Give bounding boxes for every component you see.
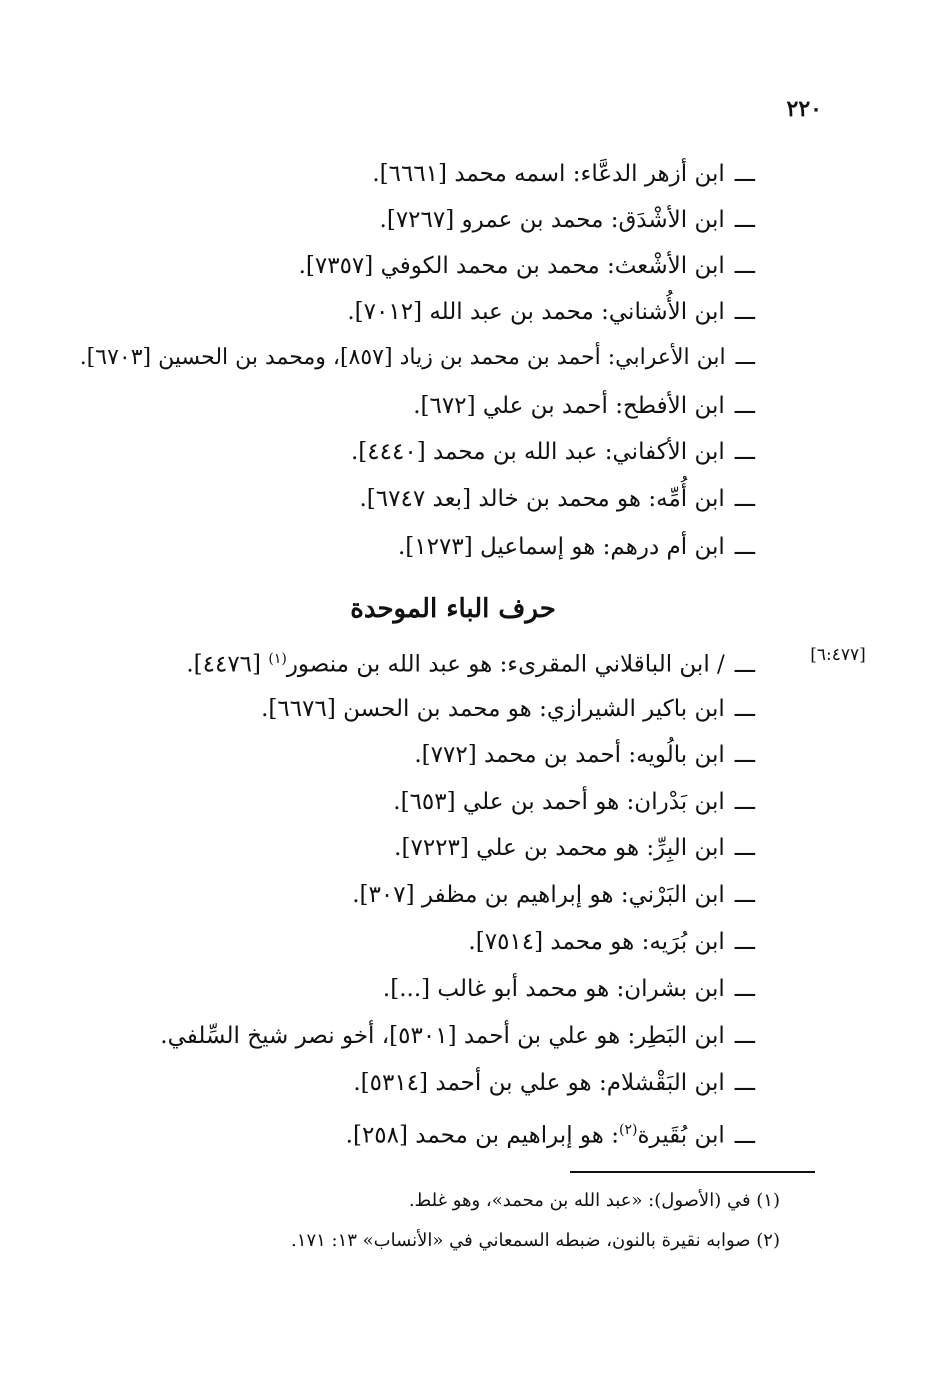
entry-dash: ـــ <box>734 696 755 722</box>
index-entry <box>60 437 755 467</box>
index-entry <box>60 532 755 562</box>
entry-text: ابن البَرْني: هو إبراهيم بن مظفر [٣٠٧]. <box>352 882 725 908</box>
entry-dash: ـــ <box>734 835 755 861</box>
entry-text: ابن الأُشناني: محمد بن عبد الله [٧٠١٢]. <box>347 299 725 325</box>
entry-dash: ـــ <box>734 976 755 1002</box>
entry-text: ابن البَطِر: هو علي بن أحمد [٥٣٠١]، أخو نصر شيخ السِّلفي. <box>160 1023 725 1049</box>
entry-dash: ـــ <box>734 299 755 325</box>
entry-text: ابن بُرَيه: هو محمد [٧٥١٤]. <box>468 929 725 955</box>
index-entry <box>60 644 755 680</box>
footnote-marker: (٢) <box>618 1122 638 1138</box>
entry-text-continued: [٤٤٧٦]. <box>186 651 269 678</box>
entry-dash: ـــ <box>734 929 755 955</box>
entry-dash: ـــ <box>734 742 755 768</box>
footnote: (٢) صوابه نقيرة بالنون، ضبطه السمعاني في «الأنساب» ١٣: ١٧١. <box>291 1230 780 1251</box>
entry-dash: ـــ <box>735 345 755 370</box>
index-entry <box>60 251 755 281</box>
index-entry <box>60 694 755 724</box>
index-entry <box>60 1068 755 1098</box>
entry-dash: ـــ <box>734 534 755 560</box>
index-entry <box>60 1115 755 1151</box>
entry-dash: ـــ <box>734 439 755 465</box>
margin-reference: [٦:٤٧٧] <box>810 645 866 665</box>
entry-text: ابن بَدْران: هو أحمد بن علي [٦٥٣]. <box>393 789 725 815</box>
entry-dash: ـــ <box>734 393 755 419</box>
index-entry <box>60 740 755 770</box>
footnote-divider <box>570 1171 815 1173</box>
index-entry <box>60 159 755 189</box>
entry-dash: ـــ <box>734 1122 755 1149</box>
entry-dash: ـــ <box>734 486 755 512</box>
entry-text: ابن الأكفاني: عبد الله بن محمد [٤٤٤٠]. <box>350 439 725 465</box>
entry-text: ابن باكير الشيرازي: هو محمد بن الحسن [٦٦٧٦]. <box>261 696 725 722</box>
index-entry <box>60 787 755 817</box>
index-entry <box>60 974 755 1004</box>
page-number: ٢٢٠ <box>786 96 822 122</box>
entry-text: ابن الأشْدَق: محمد بن عمرو [٧٢٦٧]. <box>379 207 725 233</box>
entry-dash: ـــ <box>734 1070 755 1096</box>
index-entry <box>60 484 755 514</box>
index-entry <box>60 297 755 327</box>
entry-text-continued: : هو إبراهيم بن محمد [٢٥٨]. <box>345 1122 619 1149</box>
section-heading: حرف الباء الموحدة <box>350 594 556 624</box>
entry-dash: ـــ <box>734 1023 755 1049</box>
entry-dash: ـــ <box>734 161 755 187</box>
entry-dash: ـــ <box>734 253 755 279</box>
entry-text: ابن البِرِّ: هو محمد بن علي [٧٢٢٣]. <box>394 835 725 861</box>
entry-dash: ـــ <box>734 789 755 815</box>
entry-dash: ـــ <box>734 207 755 233</box>
entry-text: ابن البَقْشلام: هو علي بن أحمد [٥٣١٤]. <box>353 1070 725 1096</box>
entry-text: ابن بالُويه: أحمد بن محمد [٧٧٢]. <box>414 742 725 768</box>
entry-dash: ـــ <box>734 651 755 678</box>
entry-text: ابن الأشْعث: محمد بن محمد الكوفي [٧٣٥٧]. <box>298 253 725 279</box>
footnote: (١) في (الأصول): «عبد الله بن محمد»، وهو غلط. <box>408 1190 780 1211</box>
entry-text: ابن الأعرابي: أحمد بن محمد بن زياد [٨٥٧]، ومحمد بن الحسين [٦٧٠٣]. <box>79 345 726 370</box>
entry-text: ابن أم درهم: هو إسماعيل [١٢٧٣]. <box>398 534 725 560</box>
entry-text: / ابن الباقلاني المقرىء: هو عبد الله بن منصور <box>286 651 725 678</box>
entry-text: ابن أزهر الدعَّاء: اسمه محمد [٦٦٦١]. <box>372 161 725 187</box>
index-entry <box>60 880 755 910</box>
index-entry <box>60 391 755 421</box>
entry-text: ابن بُقَيرة <box>637 1122 725 1149</box>
entry-text: ابن أُمِّه: هو محمد بن خالد [بعد ٦٧٤٧]. <box>359 486 725 512</box>
index-entry <box>60 927 755 957</box>
entry-text: ابن بشران: هو محمد أبو غالب [...]. <box>382 976 725 1002</box>
entry-text: ابن الأفطح: أحمد بن علي [٦٧٢]. <box>413 393 725 419</box>
index-entry <box>60 833 755 863</box>
entry-dash: ـــ <box>734 882 755 908</box>
index-entry <box>60 205 755 235</box>
footnote-marker: (١) <box>268 651 287 667</box>
index-entry <box>60 1021 755 1051</box>
index-entry <box>60 343 755 373</box>
